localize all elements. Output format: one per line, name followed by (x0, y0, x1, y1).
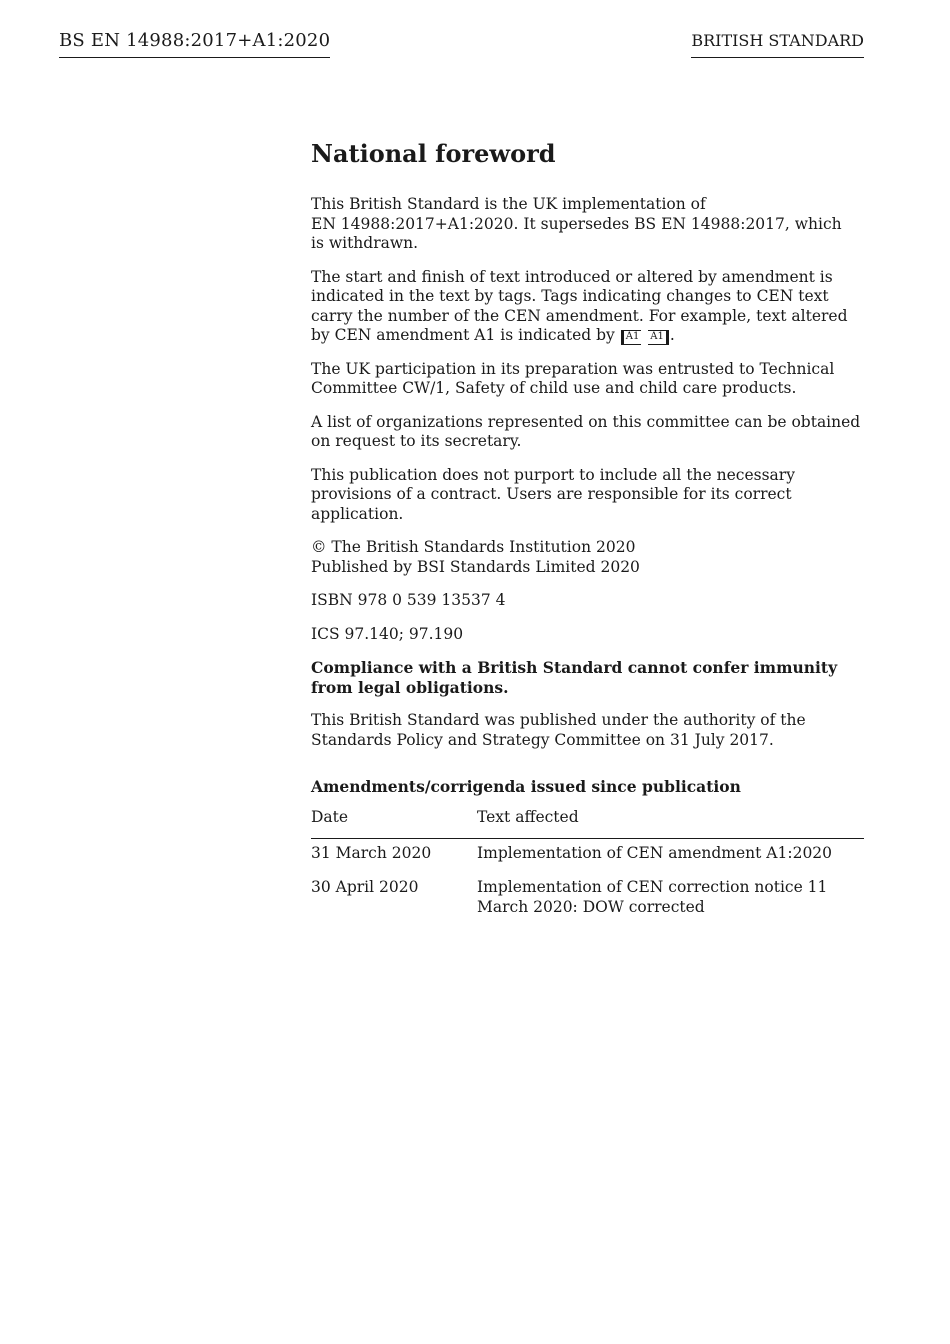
amendment-date: 31 March 2020 (311, 843, 432, 862)
copyright-block (311, 538, 864, 577)
column-header-text-affected: Text affected (477, 805, 864, 838)
implementation-line-2: EN 14988:2017+A1:2020. It supersedes BS EN 14988:2017, which (311, 214, 842, 233)
implementation-line-3: is withdrawn. (311, 234, 419, 252)
standard-series-header: BRITISH STANDARD (691, 31, 864, 58)
ics: ICS 97.140; 97.190 (311, 624, 464, 643)
page-title: National foreword (311, 139, 556, 168)
amendment-tags-paragraph (311, 268, 864, 346)
participation-paragraph: The UK participation in its preparation was entrusted to Technical Committee CW/1, Safety of child use and child care products. (311, 359, 835, 397)
table-header-row (311, 805, 864, 838)
amendment-tags-end: . (669, 326, 675, 344)
amendment-tags-text: The start and finish of text introduced or altered by amendment is indicated in the text by tags. Tags indicating changes to CEN text carry the number of the CEN amendment. For example, text altered by CEN amendment A1 is indicated by (311, 267, 848, 344)
organizations-paragraph: A list of organizations represented on this committee can be obtained on request to its secretary. (311, 412, 861, 450)
isbn: ISBN 978 0 539 13537 4 (311, 591, 506, 609)
amendment-start-tag-icon: A1 (621, 330, 642, 345)
table-row (311, 838, 864, 873)
main-content (311, 138, 864, 927)
amendments-table (311, 805, 864, 927)
amendment-end-tag-icon: A1 (648, 330, 669, 345)
authority-paragraph: This British Standard was published under the authority of the Standards Policy and Strategy Committee on 31 July 2017. (311, 711, 806, 749)
table-row (311, 873, 864, 927)
column-header-date: Date (311, 805, 477, 838)
document-id-header: BS EN 14988:2017+A1:2020 (59, 30, 330, 58)
compliance-statement: Compliance with a British Standard cannot confer immunity from legal obligations. (311, 658, 838, 697)
implementation-line-1: This British Standard is the UK implementation of (311, 195, 706, 213)
amendments-heading: Amendments/corrigenda issued since publication (311, 777, 741, 796)
amendment-text: Implementation of CEN correction notice 11 March 2020: DOW corrected (477, 878, 828, 916)
implementation-paragraph (311, 195, 864, 254)
copyright-line: © The British Standards Institution 2020 (311, 538, 636, 556)
provisions-paragraph: This publication does not purport to include all the necessary provisions of a contract. Users are responsible for its correct application. (311, 465, 795, 523)
amendment-date: 30 April 2020 (311, 878, 419, 896)
publisher-line: Published by BSI Standards Limited 2020 (311, 557, 640, 576)
amendment-text: Implementation of CEN amendment A1:2020 (477, 843, 833, 862)
